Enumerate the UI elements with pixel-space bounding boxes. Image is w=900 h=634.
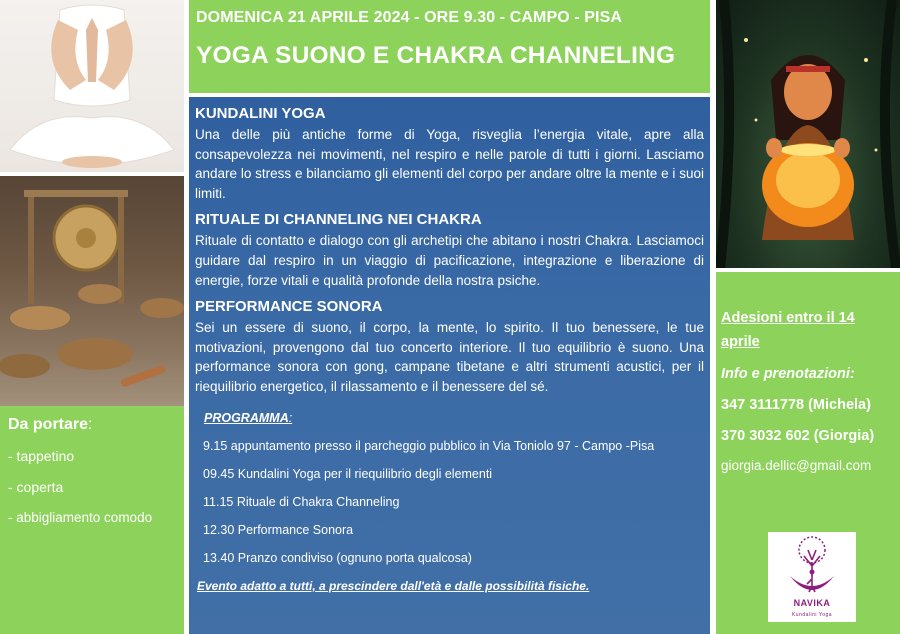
tree-yoga-logo-icon bbox=[768, 532, 856, 598]
program-item: 13.40 Pranzo condiviso (ognuno porta qualcosa) bbox=[203, 550, 472, 565]
singing-bowls-gong-photo bbox=[0, 176, 184, 406]
section-title-performance: PERFORMANCE SONORA bbox=[195, 298, 383, 316]
event-date-line: DOMENICA 21 APRILE 2024 - ORE 9.30 - CAMPO - PISA bbox=[196, 9, 623, 26]
registration-deadline: Adesioni entro il 14 aprile bbox=[721, 310, 855, 350]
event-title: YOGA SUONO E CHAKRA CHANNELING bbox=[196, 42, 676, 69]
program-item: 9.15 appuntamento presso il parcheggio pubblico in Via Toniolo 97 - Campo -Pisa bbox=[203, 438, 655, 453]
section-text-kundalini: Una delle più antiche forme di Yoga, risveglia l’energia vitale, apre alla consapevolezza nei movimenti, nel respiro e nelle parole di tutti i giorni. Lasciamo andare lo stress e bilanciamo gli elementi del corpo per andare oltre la mente e i suoi limiti. bbox=[195, 127, 704, 201]
program-item: 11.15 Rituale di Chakra Channeling bbox=[203, 494, 400, 509]
items-to-bring-box bbox=[0, 406, 184, 634]
event-header bbox=[189, 0, 710, 93]
goddess-illustration bbox=[716, 0, 900, 268]
info-label: Info e prenotazioni: bbox=[721, 366, 855, 382]
section-title-kundalini: KUNDALINI YOGA bbox=[195, 105, 326, 122]
program-title: PROGRAMMA: bbox=[204, 410, 293, 425]
yoga-meditation-photo bbox=[0, 0, 184, 172]
logo-name: NAVIKA Kundalini Yoga bbox=[791, 598, 833, 618]
program-list bbox=[195, 439, 704, 579]
contact-email: giorgia.dellic@gmail.com bbox=[721, 458, 872, 473]
program-item: 09.45 Kundalini Yoga per il riequilibrio degli elementi bbox=[203, 466, 493, 481]
bring-item: - coperta bbox=[8, 479, 64, 495]
section-text-channeling: Rituale di contatto e dialogo con gli archetipi che abitano i nostri Chakra. Lasciamoci guidare dal respiro in un viaggio di pacificazione, integrazione e liberazione di energie, forze vitali e qualità profonde della nostra psiche. bbox=[195, 233, 704, 288]
section-title-channeling: RITUALE DI CHANNELING NEI CHAKRA bbox=[195, 211, 482, 229]
event-description-panel bbox=[189, 97, 710, 634]
phone-michela: 347 3111778 (Michela) bbox=[721, 397, 871, 413]
bring-item: - tappetino bbox=[8, 448, 75, 464]
bring-item: - abbigliamento comodo bbox=[8, 510, 153, 525]
section-text-performance: Sei un essere di suono, il corpo, la mente, lo spirito. Il tuo benessere, le tue motivazioni, provengono dal tuo concerto interiore. Il tuo equilibrio è suono. Una performance sonora con gong, campane tibetane e altri strumenti acustici, per il riequilibrio energetico, il rilassamento e il benessere del sé. bbox=[195, 320, 704, 394]
event-footer-note: Evento adatto a tutti, a prescindere dall'età e dalle possibilità fisiche. bbox=[197, 578, 590, 593]
navika-logo bbox=[768, 532, 856, 622]
program-item: 12.30 Performance Sonora bbox=[203, 522, 354, 537]
bring-title: Da portare: bbox=[8, 416, 93, 433]
phone-giorgia: 370 3032 602 (Giorgia) bbox=[721, 428, 875, 444]
